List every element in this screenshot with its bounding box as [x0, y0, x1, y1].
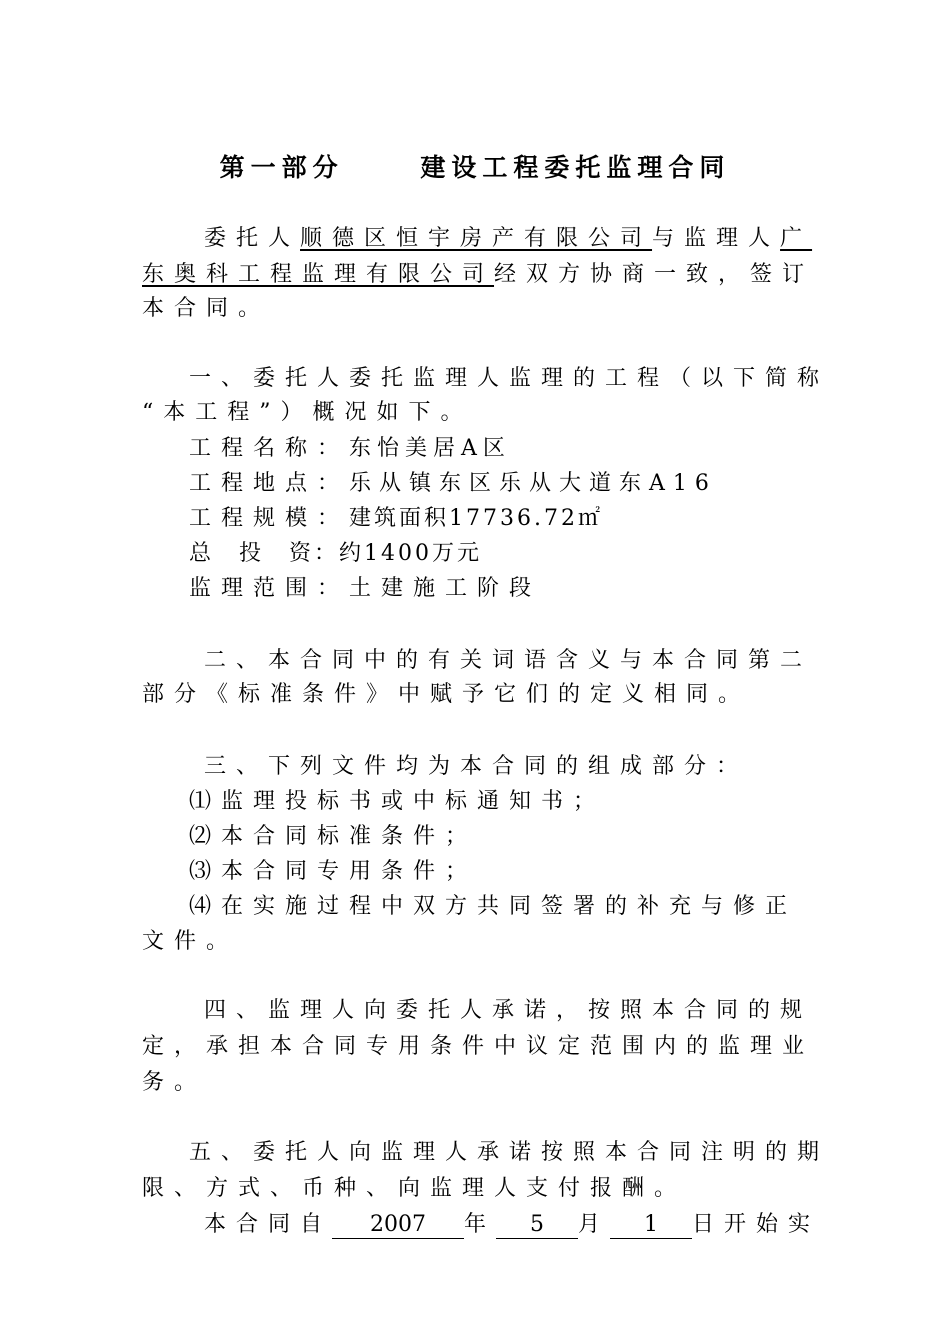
- intro-supervisor-label: 与监理人: [652, 226, 781, 251]
- year-unit: 年: [464, 1212, 497, 1237]
- project-scale-label: 工程规模：: [189, 506, 350, 531]
- contract-start-date-line: [142, 1208, 824, 1242]
- contract-start-suffix: 日开始实: [692, 1212, 821, 1237]
- project-name-value: 东怡美居A区: [349, 436, 511, 461]
- contract-start-label: 本合同自: [204, 1212, 333, 1237]
- project-site-value: 乐从镇东区乐从大道东A16: [349, 471, 717, 496]
- intro-client-label: 委托人: [204, 226, 301, 251]
- project-name-label: 工程名称：: [189, 436, 350, 461]
- project-investment-label: 总 投 资：: [189, 541, 340, 566]
- client-name: 顺德区恒宇房产有限公司: [300, 226, 653, 251]
- project-name-row: [142, 432, 824, 466]
- section-4-line-1: 四、监理人向委托人承诺，按照本合同的规: [204, 998, 813, 1023]
- supervision-scope-value: 土建施工阶段: [349, 576, 542, 601]
- section-2-line-2: 部分《标准条件》中赋予它们的定义相同。: [142, 682, 751, 707]
- section-3-line-1: 三、下列文件均为本合同的组成部分：: [204, 754, 749, 779]
- section-4-line-3: 务。: [142, 1070, 207, 1095]
- project-scale-value: 建筑面积17736.72㎡: [349, 506, 603, 531]
- project-investment-value: 约1400万元: [339, 541, 483, 566]
- section-1-line-2: “本工程”）概况如下。: [142, 400, 473, 425]
- section-5-line-1: 五、委托人向监理人承诺按照本合同注明的期: [189, 1140, 830, 1165]
- page-title: 第一部分 建设工程委托监理合同: [219, 153, 731, 182]
- project-scale-row: [142, 502, 824, 536]
- document-item-1: ⑴监理投标书或中标通知书；: [189, 789, 606, 814]
- section-2-line-1: 二、本合同中的有关词语含义与本合同第二: [204, 648, 813, 673]
- start-day: 1: [610, 1212, 692, 1239]
- document-item-2: ⑵本合同标准条件；: [189, 824, 478, 849]
- intro-line-2: [142, 258, 822, 292]
- document-item-4-continued: 文件。: [142, 929, 239, 954]
- document-item-4: ⑷在实施过程中双方共同签署的补充与修正: [189, 894, 798, 919]
- document-item-3: ⑶本合同专用条件；: [189, 859, 478, 884]
- section-1-line-1: 一、委托人委托监理人监理的工程（以下简称: [189, 366, 830, 391]
- intro-line-3: 本合同。: [142, 296, 271, 321]
- supervision-scope-row: [142, 572, 824, 606]
- month-unit: 月: [578, 1212, 611, 1237]
- section-5-line-2: 限、方式、币种、向监理人支付报酬。: [142, 1176, 687, 1201]
- project-site-label: 工程地点：: [189, 471, 350, 496]
- intro-line-1: [142, 222, 824, 256]
- supervisor-name-part1: 广: [780, 226, 813, 251]
- start-month: 5: [496, 1212, 578, 1239]
- supervisor-name-part2: 东奥科工程监理有限公司: [142, 262, 495, 287]
- intro-agreement-text: 经双方协商一致，签订: [494, 262, 815, 287]
- section-4-line-2: 定，承担本合同专用条件中议定范围内的监理业: [142, 1034, 815, 1059]
- start-year: 2007: [332, 1212, 464, 1239]
- supervision-scope-label: 监理范围：: [189, 576, 350, 601]
- project-investment-row: [142, 537, 824, 571]
- project-site-row: [142, 467, 824, 501]
